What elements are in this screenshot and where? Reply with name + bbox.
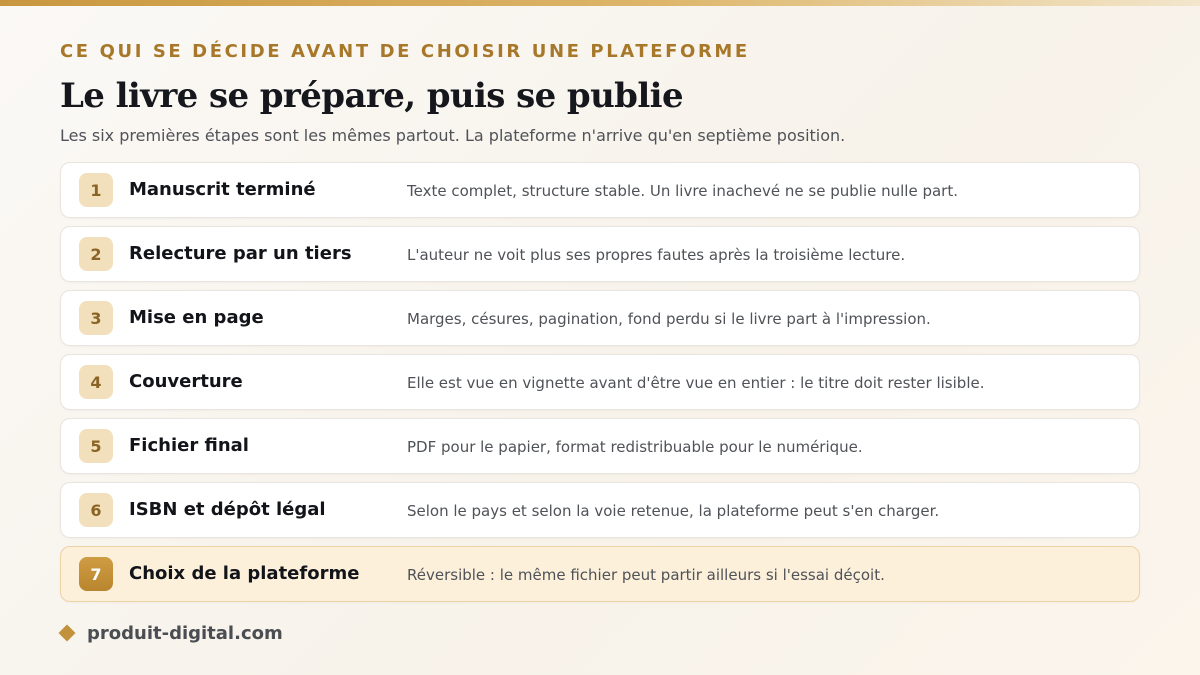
step-card-2 <box>60 226 1140 282</box>
step-number-badge: 5 <box>79 429 113 463</box>
step-label: ISBN et dépôt légal <box>129 499 326 520</box>
step-description: Texte complet, structure stable. Un livre inachevé ne se publie nulle part. <box>407 182 958 200</box>
step-number-badge: 3 <box>79 301 113 335</box>
step-number-badge: 6 <box>79 493 113 527</box>
step-number-badge: 1 <box>79 173 113 207</box>
kicker: CE QUI SE DÉCIDE AVANT DE CHOISIR UNE PLATEFORME <box>60 41 750 62</box>
step-card-5 <box>60 418 1140 474</box>
brand-name: produit-digital.com <box>87 622 283 644</box>
step-description: PDF pour le papier, format redistribuable pour le numérique. <box>407 438 863 456</box>
footer <box>60 622 283 644</box>
step-number-badge: 4 <box>79 365 113 399</box>
top-accent-bar <box>0 0 1200 6</box>
step-card-1 <box>60 162 1140 218</box>
page-subtitle: Les six premières étapes sont les mêmes partout. La plateforme n'arrive qu'en septième position. <box>60 126 846 145</box>
diamond-icon <box>59 625 76 642</box>
step-label: Mise en page <box>129 307 264 328</box>
step-description: L'auteur ne voit plus ses propres fautes après la troisième lecture. <box>407 246 906 264</box>
step-label: Relecture par un tiers <box>129 243 352 264</box>
steps-list <box>60 162 1140 610</box>
step-label: Manuscrit terminé <box>129 179 316 200</box>
step-label: Choix de la plateforme <box>129 563 360 584</box>
step-card-4 <box>60 354 1140 410</box>
page-title: Le livre se prépare, puis se publie <box>60 76 684 116</box>
step-card-6 <box>60 482 1140 538</box>
step-description: Selon le pays et selon la voie retenue, la plateforme peut s'en charger. <box>407 502 940 520</box>
step-card-3 <box>60 290 1140 346</box>
step-description: Réversible : le même fichier peut partir ailleurs si l'essai déçoit. <box>407 566 885 584</box>
step-card-7-highlighted <box>60 546 1140 602</box>
step-number-badge: 2 <box>79 237 113 271</box>
step-description: Elle est vue en vignette avant d'être vue en entier : le titre doit rester lisible. <box>407 374 985 392</box>
step-label: Couverture <box>129 371 243 392</box>
step-description: Marges, césures, pagination, fond perdu si le livre part à l'impression. <box>407 310 931 328</box>
step-number-badge: 7 <box>79 557 113 591</box>
step-label: Fichier final <box>129 435 249 456</box>
